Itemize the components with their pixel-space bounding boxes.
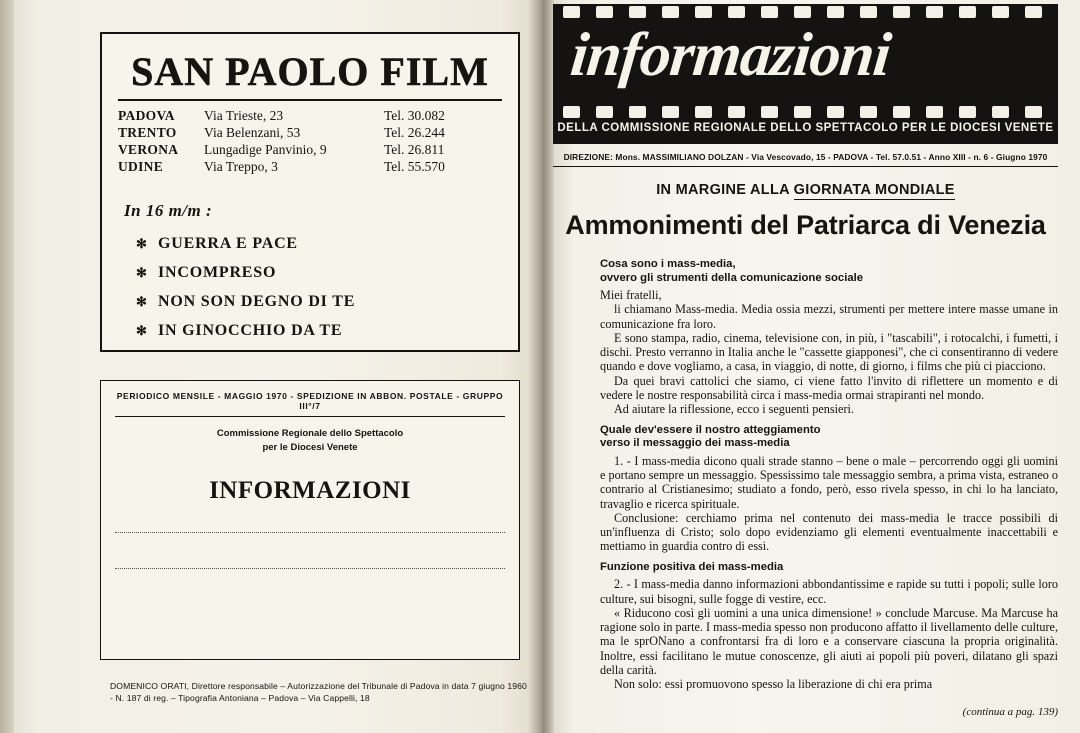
film-perforation-hole <box>926 6 943 18</box>
ad-branch-phone: Tel. 55.570 <box>384 159 445 174</box>
film-perforations-top <box>553 6 1058 19</box>
film-perforation-hole <box>761 6 778 18</box>
article-paragraph: « Riducono così gli uomini a una unica dimensione! » conclude Marcuse. Ma Marcuse ha ragione solo in parte. I mass-media spesso non producono affatto il livellamento delle culture, ma le sprONano a confrontarsi fra di loro e a conservare ciascuna la propria originalità. Inoltre, essi facilitano le mutue conoscenze, gli aiuti ai popoli più poveri, dilatano gli spazi della carità. <box>600 605 1058 678</box>
film-perforation-hole <box>728 106 745 118</box>
film-perforation-hole <box>893 6 910 18</box>
section-subhead <box>600 561 1058 575</box>
ad-film-item <box>136 322 518 340</box>
article-paragraph: 2. - I mass-media danno informazioni abbondantissime e rapide su tutti i popoli; sulle loro culture, sui bisogni, sulle fogge di vestire, ecc. <box>600 577 1058 606</box>
ad-branch-city: UDINE <box>118 159 164 174</box>
address-line-rule <box>115 567 505 569</box>
article-body <box>600 258 1058 692</box>
film-perforations-bottom <box>553 106 1058 119</box>
film-perforation-hole <box>596 6 613 18</box>
ad-film-title: GUERRA E PACE <box>158 235 298 252</box>
publication-title: INFORMAZIONI <box>209 477 411 504</box>
ad-title: SAN PAOLO FILM <box>131 49 489 94</box>
ad-film-item <box>136 235 518 253</box>
section-spacer <box>600 417 1058 424</box>
article-paragraph: Miei fratelli, <box>600 288 662 302</box>
asterisk-icon: ✻ <box>136 265 148 280</box>
ad-film-title: NON SON DEGNO DI TE <box>158 293 356 310</box>
film-perforation-hole <box>893 106 910 118</box>
masthead-banner <box>553 4 1058 144</box>
article-paragraph: Conclusione: cerchiamo prima nel contenuto dei mass-media le tracce possibili di un'influenza di Cristo; solo dopo evidenziamo gli elementi eventualmente inaccettabili e mettiamo in guardia contro di essi. <box>600 510 1058 554</box>
ad-film-title: IN GINOCCHIO DA TE <box>158 322 343 339</box>
film-perforation-hole <box>728 6 745 18</box>
ad-branch-row <box>118 141 518 158</box>
kicker-underlined: GIORNATA MONDIALE <box>793 182 955 198</box>
film-perforation-hole <box>629 106 646 118</box>
subhead-line: Quale dev'essere il nostro atteggiamento <box>600 423 821 436</box>
masthead-wordmark: informazioni <box>567 21 894 89</box>
ad-branch-list <box>118 107 518 175</box>
ad-branch-phone: Tel. 26.244 <box>384 125 445 140</box>
ad-branch-row <box>118 107 518 124</box>
film-perforation-hole <box>1025 106 1042 118</box>
ad-branch-city: VERONA <box>118 142 179 157</box>
film-perforation-hole <box>563 106 580 118</box>
film-perforation-hole <box>992 106 1009 118</box>
article-paragraph: li chiamano Mass-media. Media ossia mezzi, strumenti per mettere intere masse umane in comunicazione fra loro. <box>600 302 1058 331</box>
colophon-text: DOMENICO ORATI, Direttore responsabile – Autorizzazione del Tribunale di Padova in data 7 giugno 1960 - N. 187 di reg. – Tipografia Antoniana – Padova – Via Cappelli, 18 <box>110 681 527 703</box>
ad-film-item <box>136 293 518 311</box>
article-paragraph: Non solo: essi promuovono spesso la liberazione di chi era prima <box>614 677 933 692</box>
ad-film-item <box>136 264 518 282</box>
film-perforation-hole <box>596 106 613 118</box>
asterisk-icon: ✻ <box>136 323 148 338</box>
advertisement-box <box>100 32 520 352</box>
film-perforation-hole <box>794 106 811 118</box>
film-perforation-hole <box>827 6 844 18</box>
ad-branch-address: Via Treppo, 3 <box>204 159 278 174</box>
ad-branch-phone: Tel. 30.082 <box>384 108 445 123</box>
film-perforation-hole <box>761 106 778 118</box>
film-perforation-hole <box>629 6 646 18</box>
film-perforation-hole <box>563 6 580 18</box>
article-paragraph: 1. - I mass-media dicono quali strade stanno – bene o male – percorrendo oggi gli uomini e portano sempre un messaggio. Spessissimo tale messaggio sembra, a prima vista, estraneo o contrario al Cristianesimo; studiato a fondo, però, esso rivela spesso, in chi lo ha lanciato, travaglio e ricerca spirituale. <box>600 453 1058 511</box>
film-perforation-hole <box>794 6 811 18</box>
film-perforation-hole <box>695 6 712 18</box>
subhead-line: Funzione positiva dei mass-media <box>600 560 784 573</box>
masthead-direction-line: DIREZIONE: Mons. MASSIMILIANO DOLZAN - Via Vescovado, 15 - PADOVA - Tel. 57.0.51 - Anno XIII - n. 6 - Giugno 1970 <box>553 152 1058 167</box>
section-subhead <box>600 424 1058 451</box>
subhead-line: ovvero gli strumenti della comunicazione sociale <box>600 271 864 284</box>
masthead-strip-text: DELLA COMMISSIONE REGIONALE DELLO SPETTACOLO PER LE DIOCESI VENETE <box>557 122 1054 134</box>
article-paragraph: Da quei bravi cattolici che siamo, ci viene fatto l'invito di riflettere un momento e di vedere le nostre responsabilità circa i mass-media ormai strapiranti nel mondo. <box>600 373 1058 403</box>
subhead-line: verso il messaggio dei mass-media <box>600 437 790 450</box>
kicker-prefix: IN MARGINE ALLA <box>656 182 794 198</box>
ad-branch-row <box>118 124 518 141</box>
film-perforation-hole <box>1025 6 1042 18</box>
ad-format-label: In 16 m/m : <box>124 201 213 220</box>
film-perforation-hole <box>662 6 679 18</box>
film-perforation-hole <box>662 106 679 118</box>
ad-film-title: INCOMPRESO <box>158 264 277 281</box>
ad-branch-address: Via Trieste, 23 <box>204 108 284 123</box>
film-perforation-hole <box>860 6 877 18</box>
subhead-line: Cosa sono i mass-media, <box>600 258 736 270</box>
film-perforation-hole <box>860 106 877 118</box>
publisher-name <box>115 427 505 455</box>
film-perforation-hole <box>695 106 712 118</box>
section-subhead <box>600 258 1058 285</box>
ad-branch-city: TRENTO <box>118 125 177 140</box>
publisher-line-1: Commissione Regionale dello Spettacolo <box>216 428 404 439</box>
ad-branch-address: Lungadige Panvinio, 9 <box>204 142 327 157</box>
article-headline: Ammonimenti del Patriarca di Venezia <box>565 210 1046 240</box>
section-spacer <box>600 554 1058 561</box>
film-perforation-hole <box>992 6 1009 18</box>
left-page-edge <box>0 0 14 733</box>
ad-branch-phone: Tel. 26.811 <box>384 142 445 157</box>
film-perforation-hole <box>827 106 844 118</box>
film-perforation-hole <box>959 106 976 118</box>
article-paragraph: E sono stampa, radio, cinema, televisione con, in più, i "tascabili", i rotocalchi, i fumetti, i dischi. Presto verranno in Italia anche le "cassette giapponesi", che ci consentiranno di vedere quando e dove vogliamo, a casa, in viaggio, di notte, di giorno, i films che più ci piacciono. <box>600 330 1058 374</box>
ad-divider <box>118 99 502 101</box>
periodical-notice: PERIODICO MENSILE - MAGGIO 1970 - SPEDIZIONE IN ABBON. POSTALE - GRUPPO III°/7 <box>115 391 505 417</box>
masthead-info-box <box>100 380 520 660</box>
film-perforation-hole <box>926 106 943 118</box>
asterisk-icon: ✻ <box>136 294 148 309</box>
continuation-note: (continua a pag. 139) <box>962 706 1058 718</box>
publisher-line-2: per le Diocesi Venete <box>262 442 358 453</box>
ad-branch-address: Via Belenzani, 53 <box>204 125 301 140</box>
ad-branch-row <box>118 158 518 175</box>
article-paragraph: Ad aiutare la riflessione, ecco i seguenti pensieri. <box>614 402 854 417</box>
address-line-rule <box>115 531 505 533</box>
film-perforation-hole <box>959 6 976 18</box>
asterisk-icon: ✻ <box>136 236 148 251</box>
book-spine <box>528 0 554 733</box>
ad-branch-city: PADOVA <box>118 108 175 123</box>
ad-film-list <box>136 235 518 340</box>
article-kicker <box>553 182 1058 198</box>
